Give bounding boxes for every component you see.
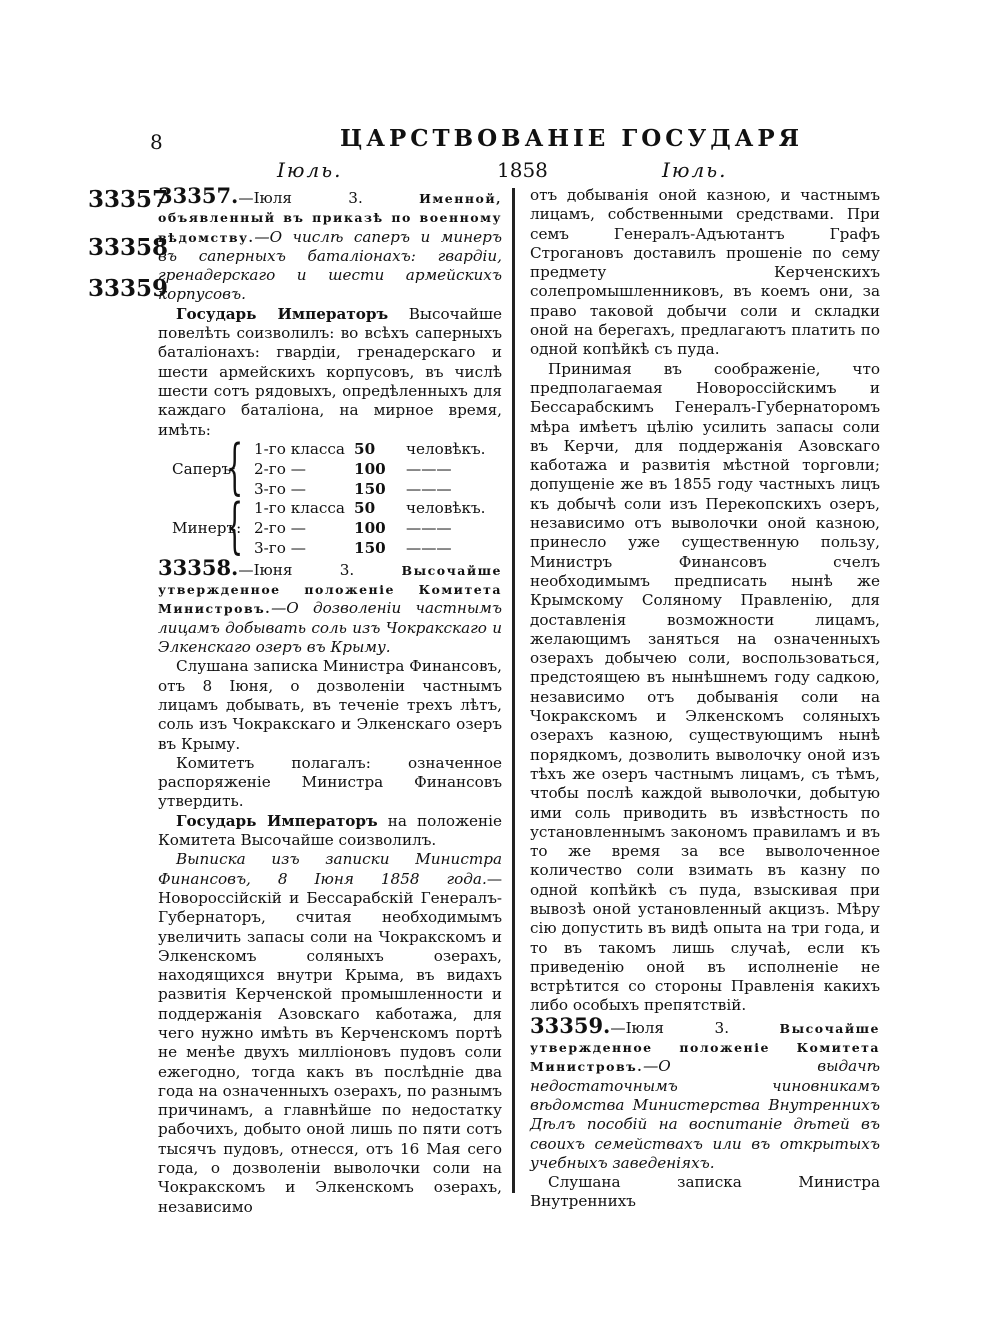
table-row: 2-го — 100 ——— <box>254 518 452 537</box>
article-title: —О дозволеніи частнымъ лицамъ добывать соль изъ Чокракскаго и Элкенскаго озеръ въ Крыму. <box>158 599 502 657</box>
article-33357-heading <box>158 183 502 305</box>
month-left: Іюль. <box>277 158 343 182</box>
paragraph-text: —Новороссійскій и Бессарабскій Генералъ-Губернаторъ, считая необходимымъ увеличить запасы соли на Чокракскомъ и Элкенскомъ соляныхъ озерахъ, находящихся внутри Крыма, въ видахъ развитія Керченской промышленности и поддержанія Азовскаго каботажа, для чего нужно имѣть въ Керченскомъ портѣ не менѣе двухъ милліоновъ пудовъ соли ежегодно, тогда какъ въ послѣдніе два года на означенныхъ озерахъ, по разнымъ причинамъ, а главнѣйше по недостатку рабочихъ, добыто оной лишь по пяти сотъ тысячъ пудовъ, отнесся, отъ 16 Мая сего года, о дозволеніи выволочки соли на Чокракскомъ и Элкенскомъ озерахъ, независимо <box>158 869 502 1216</box>
article-33359-heading <box>530 1012 880 1173</box>
paragraph <box>158 850 502 1217</box>
running-title: ЦАРСТВОВАНІЕ ГОСУДАРЯ <box>340 125 803 152</box>
article-number: 33357. <box>158 183 239 208</box>
page-number: 8 <box>150 130 163 154</box>
miners-table <box>158 490 502 561</box>
table-row: 1-го класса 50 человѣкъ. <box>254 498 486 517</box>
paragraph: отъ добыванія оной казною, и частнымъ лицамъ, собственными средствами. При семъ Генералъ-Адъютантъ Графъ Строгановъ доставилъ прошеніе по сему предмету Керченскихъ солепромышленниковъ, въ коемъ они, за право таковой добычи соли и складки оной на берегахъ, предлагаютъ платить по одной копѣйкѣ съ пуда. <box>530 186 880 359</box>
table-row: 3-го — 150 ——— <box>254 538 452 557</box>
article-title: —О числѣ саперъ и минеръ въ саперныхъ баталіонахъ: гвардіи, гренадерскаго и шести армейскихъ корпусовъ. <box>158 227 502 304</box>
emperor-phrase: Государь Императоръ <box>176 811 378 830</box>
margin-number-33358: 33358 <box>88 234 169 261</box>
article-kind: Высочайше утвержденное положеніе Комитета Министровъ. <box>158 562 502 617</box>
margin-number-33357: 33357 <box>88 186 169 213</box>
article-title: —О выдачѣ недостаточнымъ чиновникамъ вѣдомства Министерства Внутреннихъ Дѣлъ пособій на воспитаніе дѣтей въ своихъ семействахъ или въ открытыхъ учебныхъ заведеніяхъ. <box>530 1057 880 1172</box>
article-date: —Іюля 3. <box>610 1018 780 1037</box>
paragraph: Комитетъ полагалъ: означенное распоряженіе Министра Финансовъ утвердить. <box>158 753 502 811</box>
paragraph <box>158 305 502 440</box>
paragraph: Слушана записка Министра Внутреннихъ <box>530 1173 880 1211</box>
emperor-phrase: Государь Императоръ <box>176 304 389 323</box>
article-kind: Именной, объявленный въ приказѣ по военному вѣдомству. <box>158 191 502 245</box>
right-column <box>530 186 880 1212</box>
brace-icon: { <box>226 490 244 561</box>
margin-number-33359: 33359 <box>88 275 169 302</box>
left-column <box>158 183 502 1217</box>
rank-label: Саперъ: <box>172 459 237 478</box>
paragraph: Принимая въ соображеніе, что предполагаемая Новороссійскимъ и Бессарабскимъ Генералъ-Губернаторомъ мѣра имѣетъ цѣлію усилить запасы соли въ Керчи, для поддержанія Азовскаго каботажа и развитія мѣстной торговли; допущеніе же въ 1855 году частныхъ лицъ къ добычѣ соли изъ Перекопскихъ озеръ, независимо отъ выволочки оной казною, принесло уже существенную пользу, Министръ Финансовъ счелъ необходимымъ предписать нынѣ же Крымскому Соляному Правленію, для доставленія возможности лицамъ, желающимъ заняться на означенныхъ озерахъ добычею соли, воспользоваться, предстоящею въ нынѣшнемъ году садкою, независимо отъ добыванія соли на Чокракскомъ и Элкенскомъ соляныхъ озерахъ казною, существующимъ нынѣ порядкомъ, дозволить выволочку оной изъ тѣхъ же озеръ частнымъ лицамъ, съ тѣмъ, чтобы послѣ каждой выволочки, добытую ими соль приводить въ извѣстность по установленнымъ закономъ правиламъ и въ то же время за все выволоченное количество соли взимать въ казну по одной копѣйкѣ съ пуда, взыскивая при вывозѣ оной установленный акцизъ. Мѣру сію допустить въ видѣ опыта на три года, и то въ такомъ лишь случаѣ, если къ приведенію оной въ исполненіе не встрѣтится со стороны Правленія какихъ либо особыхъ препятствій. <box>530 359 880 1015</box>
table-row: 3-го — 150 ——— <box>254 479 452 498</box>
sappers-table <box>158 431 502 502</box>
article-date: —Іюля 3. <box>238 189 420 207</box>
article-date: —Іюня 3. <box>238 560 402 579</box>
article-kind: Высочайше утвержденное положеніе Комитета Министровъ. <box>530 1020 880 1075</box>
brace-icon: { <box>226 431 244 502</box>
article-33358-heading <box>158 554 502 657</box>
paragraph-text: на положеніе Комитета Высочайше соизволилъ. <box>158 811 502 850</box>
article-number: 33358. <box>158 554 239 580</box>
paragraph <box>158 812 502 851</box>
article-number: 33359. <box>530 1012 611 1038</box>
year: 1858 <box>497 158 548 182</box>
table-row: 1-го класса 50 человѣкъ. <box>254 439 486 458</box>
rank-label: Минеръ: <box>172 518 242 537</box>
paragraph-text: Высочайше повелѣть соизволилъ: во всѣхъ саперныхъ баталіонахъ: гвардіи, гренадерскаго и шести армейскихъ корпусовъ, въ числѣ шести сотъ рядовыхъ, опредѣленныхъ для каждаго баталіона, на мирное время, имѣть: <box>158 304 502 439</box>
month-right: Іюль. <box>662 158 728 182</box>
paragraph: Слушана записка Министра Финансовъ, отъ 8 Іюня, о дозволеніи частнымъ лицамъ добывать, въ теченіе трехъ лѣтъ, соль изъ Чокракскаго и Элкенскаго озеръ въ Крыму. <box>158 657 502 753</box>
extract-title: Выписка изъ записки Министра Финансовъ, 8 Іюня 1858 года. <box>158 850 502 888</box>
column-divider <box>512 188 515 1193</box>
table-row: 2-го — 100 ——— <box>254 459 452 478</box>
